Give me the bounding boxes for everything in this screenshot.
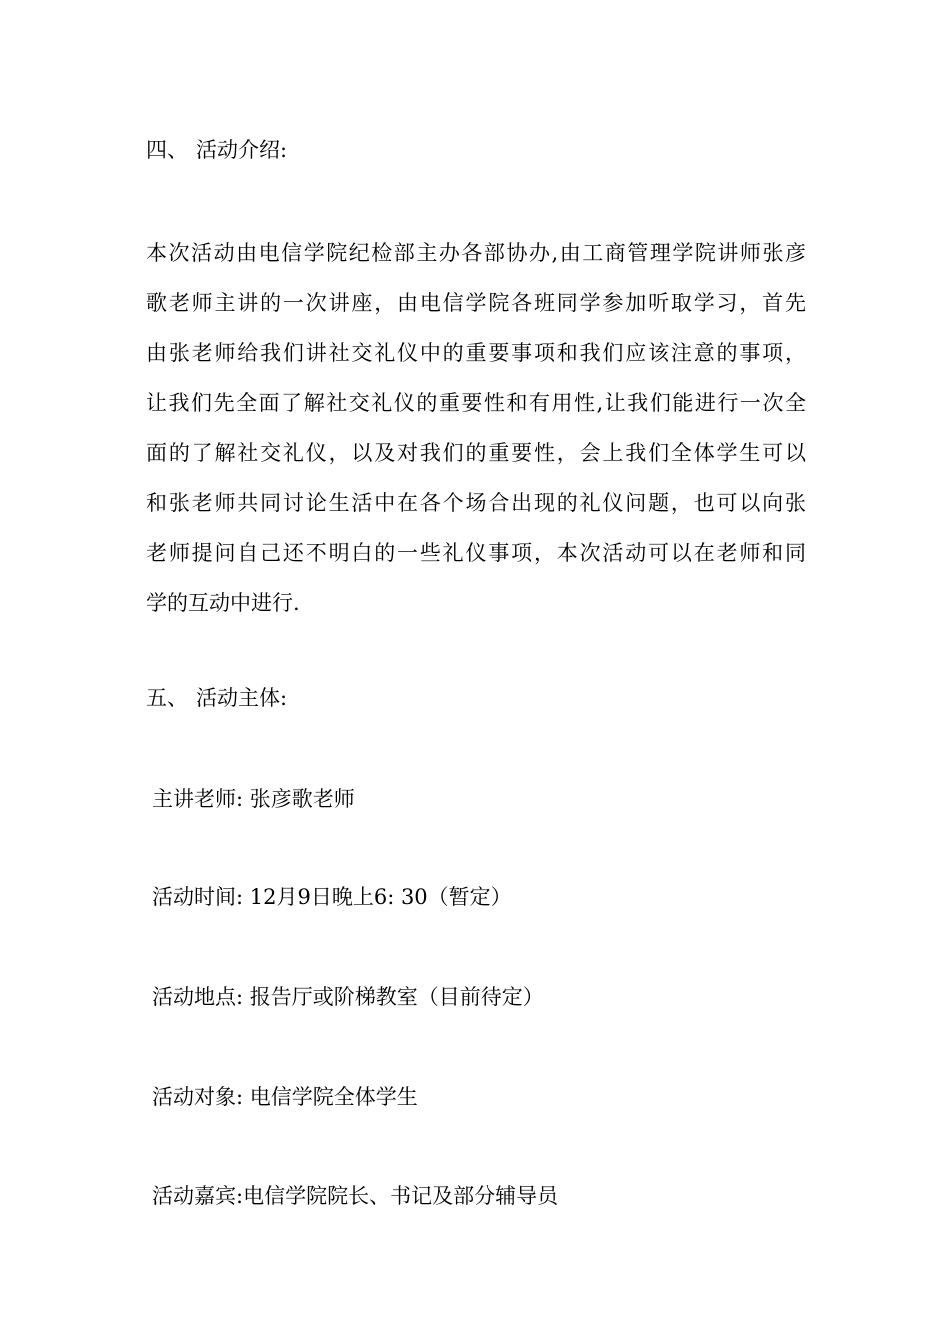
paragraph-line: 让我们先全面了解社交礼仪的重要性和有用性,让我们能进行一次全	[146, 391, 806, 415]
paragraph-line: 本次活动由电信学院纪检部主办各部协办,由工商管理学院讲师张彦	[146, 241, 806, 265]
paragraph-line: 歌老师主讲的一次讲座，由电信学院各班同学参加听取学习，首先	[146, 291, 806, 315]
section-5-number: 五、	[146, 686, 188, 710]
section-4-heading	[146, 135, 287, 165]
paragraph-line: 面的了解社交礼仪，以及对我们的重要性，会上我们全体学生可以	[146, 441, 806, 465]
guests-item: 活动嘉宾:电信学院院长、书记及部分辅导员	[152, 1184, 559, 1208]
section-4-paragraph	[146, 228, 806, 628]
paragraph-line: 由张老师给我们讲社交礼仪中的重要事项和我们应该注意的事项，	[146, 341, 806, 365]
section-4-title: 活动介绍:	[196, 138, 288, 162]
paragraph-line: 学的互动中进行.	[146, 591, 300, 615]
section-4-number: 四、	[146, 138, 188, 162]
lecturer-item: 主讲老师: 张彦歌老师	[152, 787, 355, 811]
paragraph-line: 和张老师共同讨论生活中在各个场合出现的礼仪问题，也可以向张	[146, 491, 806, 515]
section-5-title: 活动主体:	[196, 686, 288, 710]
location-item: 活动地点: 报告厅或阶梯教室（目前待定）	[152, 985, 544, 1009]
audience-item: 活动对象: 电信学院全体学生	[152, 1085, 418, 1109]
section-5-heading	[146, 683, 287, 713]
time-item: 活动时间: 12月9日晚上6: 30（暂定）	[152, 885, 512, 909]
paragraph-line: 老师提问自己还不明白的一些礼仪事项，本次活动可以在老师和同	[146, 541, 806, 565]
